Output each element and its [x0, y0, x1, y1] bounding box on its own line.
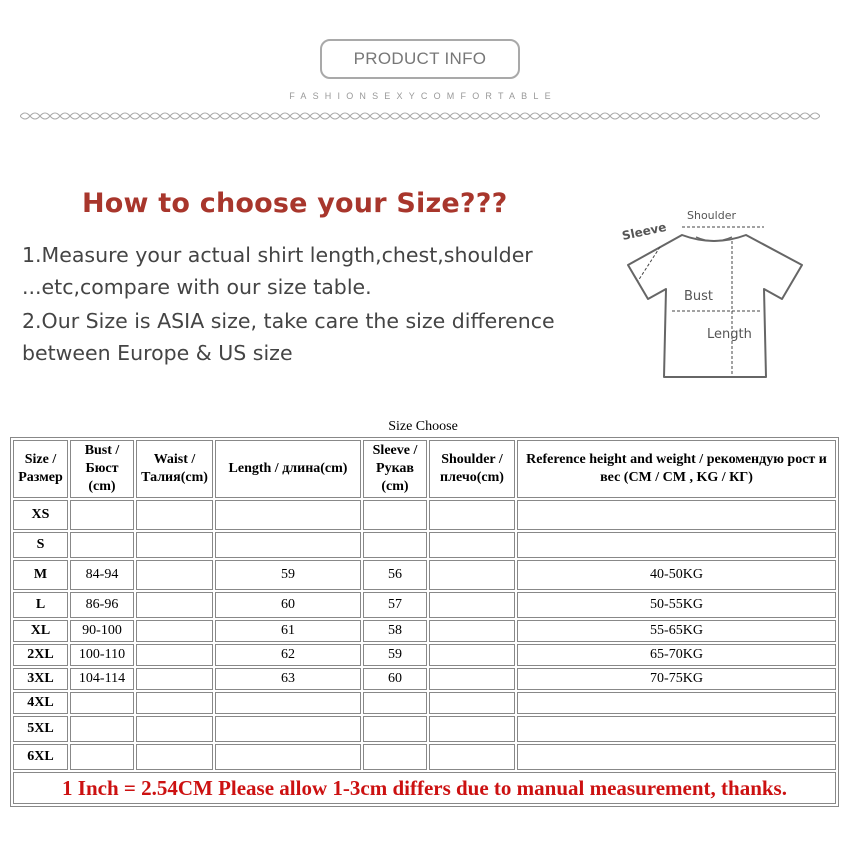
shoulder-label: Shoulder: [687, 209, 736, 222]
cell-waist: [136, 592, 213, 618]
table-row: [13, 592, 836, 618]
header-waist: Waist / Талия(cm): [136, 440, 213, 498]
cell-shoulder: [429, 620, 515, 642]
cell-reference: [517, 500, 836, 530]
wave-divider: [20, 108, 820, 124]
cell-length: 62: [215, 644, 361, 666]
cell-shoulder: [429, 644, 515, 666]
cell-waist: [136, 716, 213, 742]
cell-shoulder: [429, 716, 515, 742]
cell-waist: [136, 744, 213, 770]
table-row: [13, 500, 836, 530]
measurement-note: 1 Inch = 2.54CM Please allow 1-3cm differs due to manual measurement, thanks.: [13, 772, 836, 804]
cell-reference: 40-50KG: [517, 560, 836, 590]
cell-length: [215, 500, 361, 530]
table-row: [13, 620, 836, 642]
cell-bust: 100-110: [70, 644, 134, 666]
size-table-body: [13, 500, 836, 770]
cell-reference: [517, 716, 836, 742]
cell-sleeve: [363, 532, 427, 558]
cell-waist: [136, 692, 213, 714]
cell-bust: [70, 716, 134, 742]
cell-sleeve: 58: [363, 620, 427, 642]
cell-size: 2XL: [13, 644, 68, 666]
cell-shoulder: [429, 668, 515, 690]
cell-shoulder: [429, 744, 515, 770]
header-sleeve: Sleeve / Рукав (cm): [363, 440, 427, 498]
cell-sleeve: [363, 692, 427, 714]
cell-size: 5XL: [13, 716, 68, 742]
cell-bust: [70, 692, 134, 714]
instruction-line-3: 2.Our Size is ASIA size, take care the size difference: [22, 309, 555, 333]
table-row: [13, 668, 836, 690]
cell-sleeve: 60: [363, 668, 427, 690]
size-table: [10, 437, 839, 807]
cell-reference: [517, 692, 836, 714]
cell-waist: [136, 644, 213, 666]
length-label: Length: [707, 327, 752, 342]
cell-bust: 90-100: [70, 620, 134, 642]
cell-reference: 70-75KG: [517, 668, 836, 690]
table-row: [13, 744, 836, 770]
cell-size: L: [13, 592, 68, 618]
cell-shoulder: [429, 560, 515, 590]
cell-sleeve: 56: [363, 560, 427, 590]
cell-length: 60: [215, 592, 361, 618]
table-row: [13, 644, 836, 666]
how-to-title: How to choose your Size???: [82, 188, 508, 219]
header-shoulder: Shoulder / плечо(cm): [429, 440, 515, 498]
cell-size: 3XL: [13, 668, 68, 690]
cell-sleeve: 57: [363, 592, 427, 618]
table-caption: Size Choose: [388, 419, 458, 434]
cell-reference: [517, 744, 836, 770]
tagline: FASHIONSEXYCOMFORTABLE: [289, 91, 557, 101]
cell-length: 63: [215, 668, 361, 690]
cell-reference: 50-55KG: [517, 592, 836, 618]
cell-bust: [70, 532, 134, 558]
product-info-button: PRODUCT INFO: [320, 39, 520, 79]
header-length: Length / длина(cm): [215, 440, 361, 498]
cell-sleeve: [363, 744, 427, 770]
cell-bust: 86-96: [70, 592, 134, 618]
cell-size: XL: [13, 620, 68, 642]
cell-waist: [136, 668, 213, 690]
cell-size: 6XL: [13, 744, 68, 770]
cell-sleeve: [363, 716, 427, 742]
cell-bust: [70, 500, 134, 530]
table-row: [13, 716, 836, 742]
cell-shoulder: [429, 692, 515, 714]
cell-size: 4XL: [13, 692, 68, 714]
cell-bust: [70, 744, 134, 770]
cell-shoulder: [429, 500, 515, 530]
cell-waist: [136, 560, 213, 590]
instruction-line-4: between Europe & US size: [22, 341, 293, 365]
cell-size: M: [13, 560, 68, 590]
cell-length: 59: [215, 560, 361, 590]
cell-shoulder: [429, 532, 515, 558]
instruction-line-2: ...etc,compare with our size table.: [22, 275, 372, 299]
table-row: [13, 692, 836, 714]
cell-length: [215, 716, 361, 742]
header-size: Size / Размер: [13, 440, 68, 498]
cell-size: S: [13, 532, 68, 558]
cell-waist: [136, 620, 213, 642]
cell-length: 61: [215, 620, 361, 642]
cell-bust: 84-94: [70, 560, 134, 590]
cell-sleeve: [363, 500, 427, 530]
cell-reference: 55-65KG: [517, 620, 836, 642]
header-reference: Reference height and weight / рекомендую рост и вес (CM / CM , KG / КГ): [517, 440, 836, 498]
table-row: [13, 532, 836, 558]
cell-reference: 65-70KG: [517, 644, 836, 666]
cell-waist: [136, 532, 213, 558]
tshirt-diagram: [614, 203, 814, 388]
cell-waist: [136, 500, 213, 530]
cell-sleeve: 59: [363, 644, 427, 666]
cell-length: [215, 744, 361, 770]
cell-bust: 104-114: [70, 668, 134, 690]
cell-reference: [517, 532, 836, 558]
cell-length: [215, 692, 361, 714]
sleeve-label: Sleeve: [620, 219, 668, 243]
bust-label: Bust: [684, 289, 714, 304]
instruction-line-1: 1.Measure your actual shirt length,chest,shoulder: [22, 243, 533, 267]
table-row: [13, 560, 836, 590]
cell-length: [215, 532, 361, 558]
header-bust: Bust / Бюст (cm): [70, 440, 134, 498]
cell-shoulder: [429, 592, 515, 618]
cell-size: XS: [13, 500, 68, 530]
